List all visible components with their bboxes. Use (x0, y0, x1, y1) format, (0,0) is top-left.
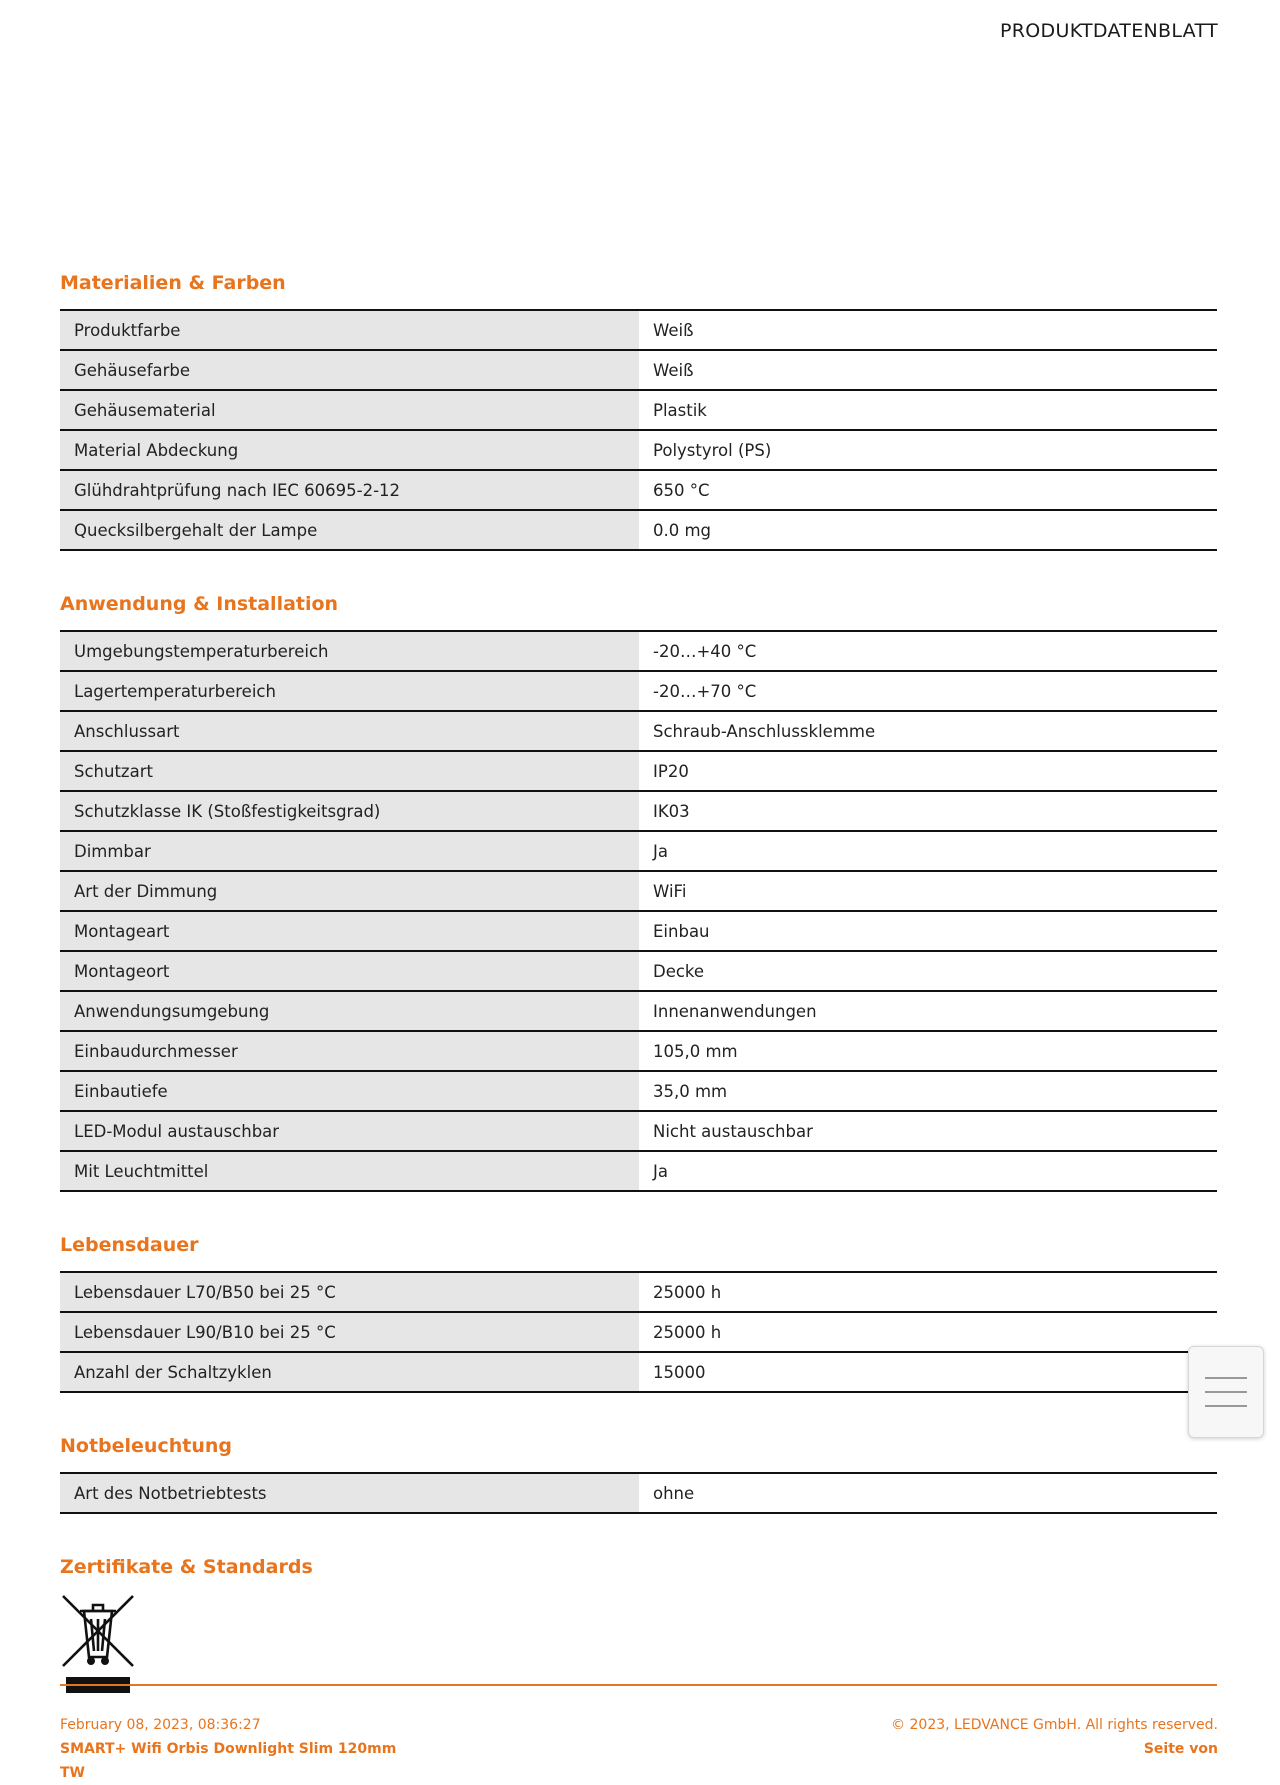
table-row (60, 310, 1217, 350)
spec-value: Polystyrol (PS) (639, 430, 1217, 470)
spec-label: Einbaudurchmesser (60, 1031, 639, 1071)
spec-label: Montageart (60, 911, 639, 951)
spec-label: Produktfarbe (60, 310, 639, 350)
spec-value: 105,0 mm (639, 1031, 1217, 1071)
spec-label: Quecksilbergehalt der Lampe (60, 510, 639, 550)
menu-button[interactable] (1188, 1346, 1264, 1438)
spec-value: 0.0 mg (639, 510, 1217, 550)
spec-label: Schutzklasse IK (Stoßfestigkeitsgrad) (60, 791, 639, 831)
table-row (60, 911, 1217, 951)
weee-crossed-bin-icon (60, 1593, 136, 1693)
table-row (60, 671, 1217, 711)
spec-label: Anschlussart (60, 711, 639, 751)
document-type-label: PRODUKTDATENBLATT (1000, 20, 1218, 42)
spec-label: Montageort (60, 951, 639, 991)
hamburger-icon-line-1 (1205, 1377, 1247, 1379)
table-row (60, 831, 1217, 871)
spec-sections (60, 270, 1217, 1514)
hamburger-icon-line-3 (1205, 1405, 1247, 1407)
table-row (60, 1031, 1217, 1071)
spec-value: 25000 h (639, 1312, 1217, 1352)
spec-table (60, 1271, 1217, 1393)
spec-label: Gehäusematerial (60, 390, 639, 430)
spec-label: Einbautiefe (60, 1071, 639, 1111)
spec-table (60, 309, 1217, 551)
spec-value: Weiß (639, 350, 1217, 390)
spec-label: LED-Modul austauschbar (60, 1111, 639, 1151)
spec-label: Dimmbar (60, 831, 639, 871)
spec-table (60, 630, 1217, 1192)
spec-label: Anwendungsumgebung (60, 991, 639, 1031)
spec-value: Decke (639, 951, 1217, 991)
footer-divider (60, 1684, 1217, 1686)
spec-label: Schutzart (60, 751, 639, 791)
spec-value: 35,0 mm (639, 1071, 1217, 1111)
spec-value: WiFi (639, 871, 1217, 911)
table-row (60, 1473, 1217, 1513)
section-title: Anwendung & Installation (60, 593, 339, 615)
section-title: Materialien & Farben (60, 272, 286, 294)
footer-page-number: Seite von (1143, 1741, 1218, 1757)
table-row (60, 1312, 1217, 1352)
table-row (60, 1071, 1217, 1111)
table-row (60, 1111, 1217, 1151)
table-row (60, 430, 1217, 470)
spec-value: -20…+70 °C (639, 671, 1217, 711)
table-row (60, 711, 1217, 751)
weee-bin-graphic (60, 1593, 136, 1669)
spec-value: Einbau (639, 911, 1217, 951)
table-row (60, 791, 1217, 831)
footer-left (60, 1713, 396, 1785)
table-row (60, 1151, 1217, 1191)
spec-label: Art der Dimmung (60, 871, 639, 911)
spec-value: Weiß (639, 310, 1217, 350)
spec-value: 15000 (639, 1352, 1217, 1392)
spec-value: IK03 (639, 791, 1217, 831)
footer-product-name: SMART+ Wifi Orbis Downlight Slim 120mm (60, 1741, 397, 1757)
spec-label: Lebensdauer L70/B50 bei 25 °C (60, 1272, 639, 1312)
spec-label: Lebensdauer L90/B10 bei 25 °C (60, 1312, 639, 1352)
spec-value: IP20 (639, 751, 1217, 791)
table-row (60, 991, 1217, 1031)
table-row (60, 871, 1217, 911)
table-row (60, 350, 1217, 390)
table-row (60, 1352, 1217, 1392)
table-row (60, 751, 1217, 791)
spec-label: Glühdrahtprüfung nach IEC 60695-2-12 (60, 470, 639, 510)
spec-value: Ja (639, 1151, 1217, 1191)
spec-value: Plastik (639, 390, 1217, 430)
spec-label: Gehäusefarbe (60, 350, 639, 390)
spec-value: Innenanwendungen (639, 991, 1217, 1031)
spec-label: Mit Leuchtmittel (60, 1151, 639, 1191)
section-title: Lebensdauer (60, 1234, 199, 1256)
table-row (60, 390, 1217, 430)
spec-value: 650 °C (639, 470, 1217, 510)
section-title-certificates: Zertifikate & Standards (60, 1556, 313, 1578)
datasheet-content (60, 270, 1217, 1693)
spec-label: Umgebungstemperaturbereich (60, 631, 639, 671)
footer-right (891, 1713, 1218, 1761)
table-row (60, 1272, 1217, 1312)
footer-product-variant: TW (60, 1765, 85, 1781)
spec-label: Lagertemperaturbereich (60, 671, 639, 711)
spec-value: Ja (639, 831, 1217, 871)
spec-table (60, 1472, 1217, 1514)
spec-label: Material Abdeckung (60, 430, 639, 470)
spec-value: -20…+40 °C (639, 631, 1217, 671)
spec-value: Nicht austauschbar (639, 1111, 1217, 1151)
spec-label: Art des Notbetriebtests (60, 1473, 639, 1513)
table-row (60, 470, 1217, 510)
footer-copyright: © 2023, LEDVANCE GmbH. All rights reserved. (891, 1717, 1218, 1733)
hamburger-icon-line-2 (1205, 1391, 1247, 1393)
spec-label: Anzahl der Schaltzyklen (60, 1352, 639, 1392)
spec-value: 25000 h (639, 1272, 1217, 1312)
spec-value: ohne (639, 1473, 1217, 1513)
footer-timestamp: February 08, 2023, 08:36:27 (60, 1717, 261, 1733)
table-row (60, 951, 1217, 991)
section-title: Notbeleuchtung (60, 1435, 232, 1457)
table-row (60, 631, 1217, 671)
table-row (60, 510, 1217, 550)
spec-value: Schraub-Anschlussklemme (639, 711, 1217, 751)
